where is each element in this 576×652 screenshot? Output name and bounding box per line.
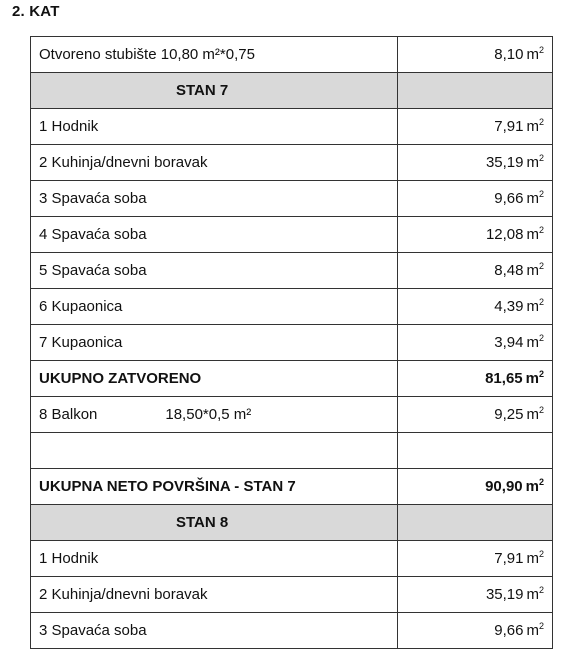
room-row bbox=[31, 181, 553, 217]
area-unit-exponent: 2 bbox=[538, 333, 544, 343]
area-unit-exponent: 2 bbox=[538, 297, 544, 307]
room-row bbox=[31, 577, 553, 613]
area-unit-exponent: 2 bbox=[538, 585, 544, 595]
area-unit-exponent: 2 bbox=[538, 369, 544, 379]
area-unit-exponent: 2 bbox=[538, 153, 544, 163]
area-value-cell bbox=[398, 73, 553, 109]
room-name-cell bbox=[31, 325, 398, 361]
floor-heading: 2. KAT bbox=[12, 3, 60, 20]
area-value: 35,19 bbox=[485, 586, 524, 603]
room-row bbox=[31, 37, 553, 73]
room-name: UKUPNO ZATVORENO bbox=[39, 370, 202, 387]
room-name-cell bbox=[31, 613, 398, 649]
area-value-cell bbox=[398, 37, 553, 73]
room-name-cell bbox=[31, 109, 398, 145]
room-name-cell bbox=[31, 289, 398, 325]
area-unit: m bbox=[526, 334, 539, 351]
room-name-cell bbox=[31, 145, 398, 181]
room-name: STAN 7 bbox=[176, 82, 229, 99]
area-unit: m bbox=[526, 586, 539, 603]
area-value: 9,25 bbox=[494, 406, 524, 423]
section-header-row bbox=[31, 505, 553, 541]
area-unit-exponent: 2 bbox=[538, 405, 544, 415]
area-value-cell bbox=[398, 577, 553, 613]
room-name: STAN 8 bbox=[176, 514, 229, 531]
room-row bbox=[31, 253, 553, 289]
room-name-cell bbox=[31, 505, 398, 541]
room-name: 7 Kupaonica bbox=[39, 334, 123, 351]
area-value-cell bbox=[398, 433, 553, 469]
room-row bbox=[31, 325, 553, 361]
area-unit-exponent: 2 bbox=[538, 261, 544, 271]
area-value: 7,91 bbox=[494, 550, 524, 567]
area-unit-exponent: 2 bbox=[538, 189, 544, 199]
area-unit: m bbox=[525, 478, 539, 495]
room-name-cell bbox=[31, 181, 398, 217]
area-value: 81,65 bbox=[485, 370, 523, 387]
room-name-cell bbox=[31, 73, 398, 109]
room-row bbox=[31, 217, 553, 253]
room-name-cell bbox=[31, 37, 398, 73]
room-name: 4 Spavaća soba bbox=[39, 226, 147, 243]
area-value-cell bbox=[398, 325, 553, 361]
area-unit-exponent: 2 bbox=[538, 621, 544, 631]
area-value-cell bbox=[398, 361, 553, 397]
section-header-row bbox=[31, 73, 553, 109]
area-unit: m bbox=[526, 622, 539, 639]
area-value: 90,90 bbox=[485, 478, 523, 495]
room-name: 2 Kuhinja/dnevni boravak bbox=[39, 586, 208, 603]
area-value-cell bbox=[398, 217, 553, 253]
room-name-cell bbox=[31, 253, 398, 289]
area-value-cell bbox=[398, 541, 553, 577]
area-value-cell bbox=[398, 145, 553, 181]
area-value-cell bbox=[398, 505, 553, 541]
room-row bbox=[31, 541, 553, 577]
room-name-cell bbox=[31, 217, 398, 253]
area-table-body bbox=[31, 37, 553, 649]
area-value-cell bbox=[398, 469, 553, 505]
room-name: 1 Hodnik bbox=[39, 550, 99, 567]
room-name-cell bbox=[31, 577, 398, 613]
room-row bbox=[31, 397, 553, 433]
area-unit-exponent: 2 bbox=[538, 45, 544, 55]
area-value: 3,94 bbox=[494, 334, 524, 351]
area-value: 9,66 bbox=[494, 622, 524, 639]
area-unit: m bbox=[526, 550, 539, 567]
blank-row bbox=[31, 433, 553, 469]
area-value: 4,39 bbox=[494, 298, 524, 315]
room-row bbox=[31, 613, 553, 649]
room-name-cell bbox=[31, 433, 398, 469]
room-name: 1 Hodnik bbox=[39, 118, 99, 135]
room-name: 5 Spavaća soba bbox=[39, 262, 147, 279]
room-name-cell bbox=[31, 469, 398, 505]
area-value: 7,91 bbox=[494, 118, 524, 135]
room-name-cell bbox=[31, 361, 398, 397]
area-value: 9,66 bbox=[494, 190, 524, 207]
room-name-cell bbox=[31, 397, 398, 433]
room-name: UKUPNA NETO POVRŠINA - STAN 7 bbox=[39, 478, 296, 495]
room-name: 3 Spavaća soba bbox=[39, 622, 147, 639]
area-value: 12,08 bbox=[485, 226, 524, 243]
total-row bbox=[31, 469, 553, 505]
area-unit: m bbox=[526, 154, 539, 171]
area-unit: m bbox=[526, 298, 539, 315]
room-name: 8 Balkon bbox=[39, 406, 98, 423]
area-value: 8,48 bbox=[494, 262, 524, 279]
area-unit-exponent: 2 bbox=[538, 549, 544, 559]
room-name: Otvoreno stubište 10,80 m²*0,75 bbox=[39, 46, 255, 63]
area-value-cell bbox=[398, 613, 553, 649]
area-unit-exponent: 2 bbox=[538, 117, 544, 127]
area-value: 35,19 bbox=[485, 154, 524, 171]
subtotal-row bbox=[31, 361, 553, 397]
area-table bbox=[30, 36, 553, 649]
area-unit: m bbox=[526, 226, 539, 243]
room-calculation: 18,50*0,5 m² bbox=[165, 406, 252, 423]
area-unit: m bbox=[526, 262, 539, 279]
area-value-cell bbox=[398, 253, 553, 289]
room-name: 2 Kuhinja/dnevni boravak bbox=[39, 154, 208, 171]
area-unit: m bbox=[526, 406, 539, 423]
area-value: 8,10 bbox=[494, 46, 524, 63]
area-unit-exponent: 2 bbox=[538, 225, 544, 235]
room-row bbox=[31, 145, 553, 181]
room-name: 6 Kupaonica bbox=[39, 298, 123, 315]
area-unit: m bbox=[526, 118, 539, 135]
room-row bbox=[31, 289, 553, 325]
area-value-cell bbox=[398, 289, 553, 325]
room-row bbox=[31, 109, 553, 145]
room-name: 3 Spavaća soba bbox=[39, 190, 147, 207]
room-name-cell bbox=[31, 541, 398, 577]
area-unit-exponent: 2 bbox=[538, 477, 544, 487]
area-value-cell bbox=[398, 397, 553, 433]
area-value-cell bbox=[398, 181, 553, 217]
area-unit: m bbox=[526, 46, 539, 63]
area-value-cell bbox=[398, 109, 553, 145]
area-unit: m bbox=[526, 190, 539, 207]
area-unit: m bbox=[525, 370, 539, 387]
